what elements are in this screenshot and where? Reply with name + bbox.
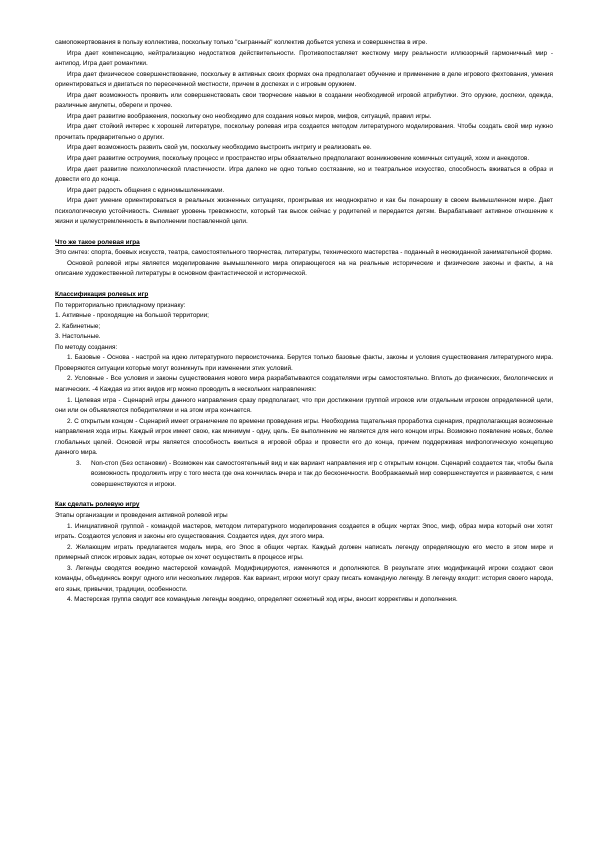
document-page — [55, 38, 553, 606]
numbered-list — [55, 459, 553, 491]
paragraph: Игра дает развитие психологической пластичности. Игра далеко не одно только состязание, но и театральное искусство, способность вживаться в образ и довести его до конца. — [55, 165, 553, 184]
section-heading: Что же такое ролевая игра — [55, 238, 140, 246]
paragraph: 1. Инициативной группой - командой мастеров, методом литературного моделирования создается в общих чертах Эпос, миф, образ мира который они хотят играть. Создаются условия и законы его существования. Создается идея, дух этого мира. — [55, 522, 553, 541]
list-item — [76, 459, 553, 491]
paragraph: Игра дает физическое совершенствование, поскольку в активных своих формах она предполагает обучение и применение в деле игрового фехтования, умения ориентироваться и двигаться по пересеченной местности, причем в доспехах и с игровым оружием. — [55, 70, 553, 89]
paragraph: Игра дает стойкий интерес к хорошей литературе, поскольку ролевая игра создается методом литературного моделирования. Чтобы создать свой мир нужно прочитать предварительно о других. — [55, 123, 553, 141]
list-line: По территориально прикладному признаку: — [55, 301, 186, 309]
section-subheading: Этапы организации и проведения активной ролевой игры — [55, 511, 228, 519]
paragraph: Игра дает возможность проявить или совершенствовать свои творческие навыки в создании необходимой игровой атрибутики. Это оружие, доспехи, одежда, различные амулеты, обереги и прочее. — [55, 91, 553, 110]
list-line: 3. Настольные. — [55, 333, 101, 341]
list-line: По методу создания: — [55, 343, 118, 351]
paragraph: Игра дает развитие остроумия, поскольку процесс и пространство игры обязательно предполагают возникновение комичных ситуаций, хохм и анекдотов. — [67, 155, 530, 163]
paragraph: 2. Условные - Все условия и законы существования нового мира разрабатываются создателями игры самостоятельно. Вплоть до физических, биологических и магических. -4 Каждая из этих видов игр можно проводить в нескольких направлениях: — [55, 375, 553, 393]
paragraph: Игра дает радость общения с единомышленниками. — [67, 186, 225, 194]
spacer — [55, 228, 553, 238]
paragraph: Игра дает умение ориентироваться в реальных жизненных ситуациях, проигрывая их неоднократно и как бы понарошку в своем вымышленном мире. Дает психологическую устойчивость. Снимает уровень тревожности, который так высок сейчас у родителей и передается детям. Вырабатывает активное отношение к жизни и целеустремленность в выполнении поставленной цели. — [55, 197, 553, 226]
paragraph: 3. Легенды сводятся воедино мастерской командой. Модифицируются, изменяются и дополняются. В результате этих модификаций игроки создают свои команды, объединясь вокруг одного или нескольких лидеров. Как вариант, игроки могут сразу писать командную легенду. В легенду входит: история своего народа, его язык, привычки, традиции, особенности. — [55, 564, 553, 593]
paragraph: 2. Желающим играть предлагается модель мира, его Эпос в общих чертах. Каждый должен написать легенду определяющую его место в этом мире и примерный список игровых задач, которые он хочет осуществить в процессе игры. — [55, 543, 553, 562]
paragraph: 4. Мастерская группа сводит все командные легенды воедино, определяет сюжетный ход игры, вносит коррективы и дополнения. — [67, 596, 458, 604]
paragraph: 2. С открытым концом - Сценарий имеет ограничение по времени проведения игры. Необходима тщательная проработка сценария, предполагающая возможные направления хода игры. Каждый игрок имеет свою, как минимум - одну, цель. Ее выполнение не является для него концом игры. Возможно появление новых, более глобальных целей. Основой игры является способность вжиться в игровой образ и провести его до конца, причем поддерживая мифологическую концепцию данного мира. — [55, 417, 553, 457]
list-line: 2. Кабинетные; — [55, 322, 101, 330]
paragraph: Это синтез: спорта, боевых искусств, театра, самостоятельного творчества, литературы, технического мастерства - поданный в неожиданной занимательной форме. — [55, 249, 553, 257]
paragraph: 1. Целевая игра - Сценарий игры данного направления сразу предполагает, что при достижении группой игроков или отдельным игроком определенной цели, они или он объявляются победителями и на этом игра кончается. — [55, 396, 553, 415]
section-how-to — [55, 500, 553, 605]
paragraph: Игра дает развитие воображения, поскольку оно необходимо для создания новых миров, мифов, ситуаций, правил игры. — [67, 112, 432, 120]
section-heading: Как сделать ролевую игру — [55, 501, 140, 509]
section-classification — [55, 290, 553, 490]
section-heading: Классификация ролевых игр — [55, 291, 149, 299]
spacer — [55, 490, 553, 500]
list-item-number: 3. — [76, 459, 82, 467]
list-item-text: Non-стоп (Без остановки) - Возможен как самостоятельный вид и как вариант направления игр с открытым концом. Сценарий создается так, чтобы была возможность продолжить игру с того места где она кончилась вчера и так до бесконечности. Воображаемый мир совершенствуется и развивается, с ним совершенствуются и игроки. — [91, 459, 553, 488]
paragraph: Игра дает компенсацию, нейтрализацию недостатков действительности. Противопоставляет жесткому миру реальности иллюзорный гармоничный мир - антипод. Игра дает романтики. — [55, 49, 553, 68]
spacer — [55, 280, 553, 290]
intro-block — [55, 38, 553, 228]
section-what-is — [55, 238, 553, 280]
list-line: 1. Активные - проходящие на большой территории; — [55, 312, 209, 320]
paragraph: 1. Базовые - Основа - настрой на идею литературного первоисточника. Берутся только базовые факты, законы и условия существования литературного мира. Проверяются ситуации которые могут возникнуть при изменении этих условий. — [55, 354, 553, 372]
paragraph: самопожертвования в пользу коллектива, поскольку только "сыгранный" коллектив добьется успеха и совершенства в игре. — [55, 39, 428, 46]
paragraph: Игра дает возможность развить свой ум, поскольку необходимо выстроить интригу и реализовать ее. — [67, 144, 372, 152]
paragraph: Основой ролевой игры является моделирование вымышленного мира опирающегося на на реальные исторические и физические законы и факты, а на описание художественной литературы в основном фантастической и исторической. — [55, 259, 553, 278]
